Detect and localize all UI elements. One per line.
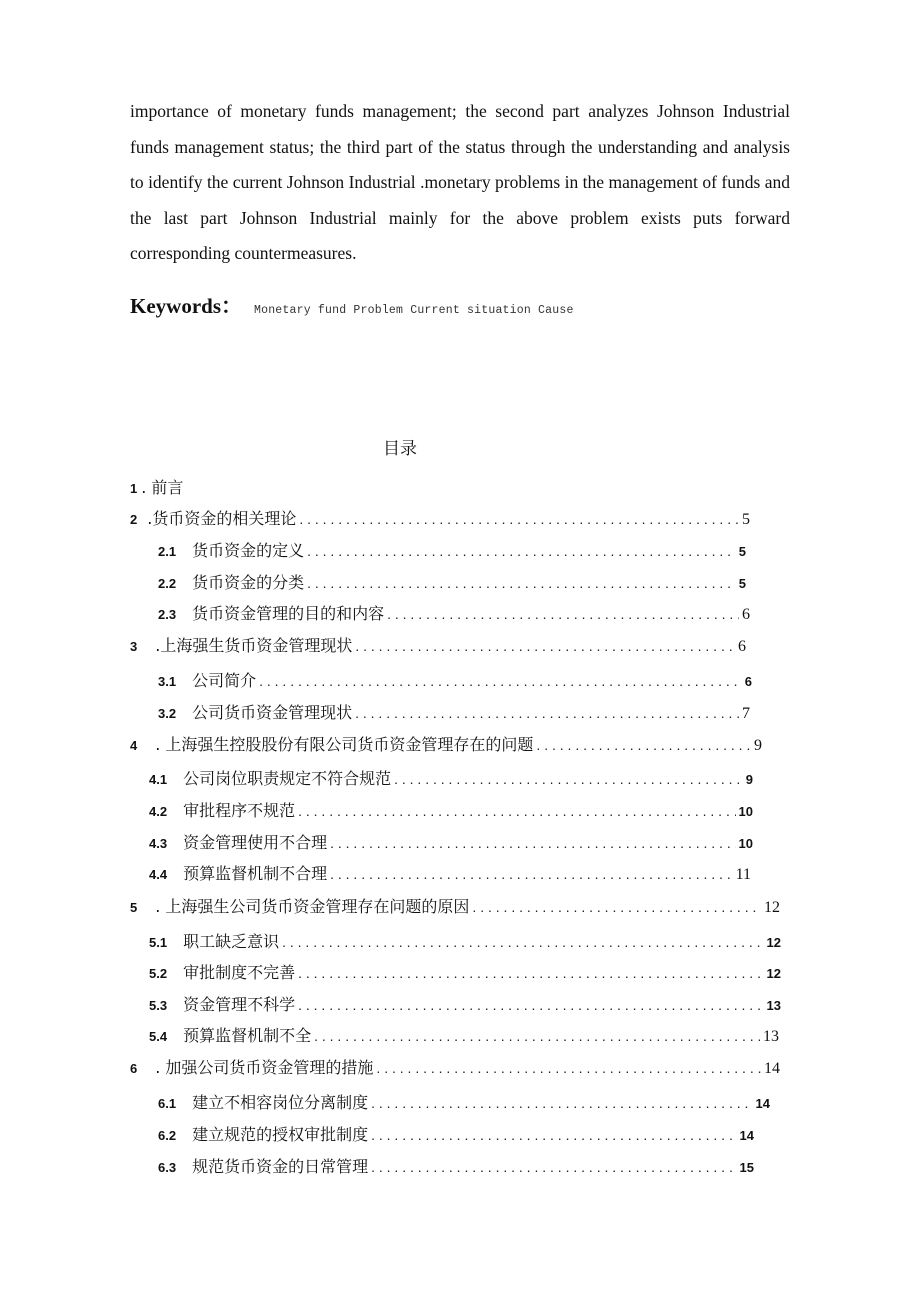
toc-entry-2-1[interactable] [158,538,746,561]
toc-dot-leader [298,803,735,819]
toc-entry-1[interactable] [130,475,750,498]
toc-entry-page: 14 [739,1128,754,1143]
toc-entry-2-2[interactable] [158,570,746,593]
toc-entry-page: 10 [738,836,753,851]
toc-entry-5[interactable] [130,894,780,917]
toc-entry-number: 4.2 [149,804,168,819]
toc-dot-leader [299,511,739,527]
toc-entry-page: 6 [742,606,750,623]
toc-entry-page: 12 [766,966,781,981]
toc-entry-number: 5.1 [149,935,168,950]
toc-entry-page: 11 [735,866,751,883]
toc-entry-title: . 上海强生控股股份有限公司货币资金管理存在的问题 [155,735,534,754]
toc-entry-number: 2.2 [158,576,177,591]
toc-entry-number: 5.2 [149,966,168,981]
toc-entry-number: 4.4 [149,867,168,882]
toc-entry-page: 10 [738,804,753,819]
toc-entry-page: 9 [745,772,753,787]
toc-entry-6-2[interactable] [158,1122,754,1145]
toc-entry-page: 13 [766,998,781,1013]
toc-entry-number: 3 [130,639,138,654]
toc-dot-leader [376,1060,761,1076]
toc-entry-title: 预算监督机制不合理 [183,864,328,883]
toc-dot-leader [371,1127,736,1143]
toc-entry-title: 审批程序不规范 [183,801,296,820]
toc-entry-4-2[interactable] [149,798,753,821]
toc-entry-number: 3.2 [158,706,177,721]
toc-entry-page: 14 [764,1060,780,1077]
toc-entry-page: 9 [754,737,762,754]
toc-entry-number: 5.4 [149,1029,168,1044]
toc-entry-number: 3.1 [158,674,177,689]
toc-entry-title: 货币资金的定义 [192,541,305,560]
toc-dot-leader [330,835,735,851]
toc-entry-number: 6 [130,1061,138,1076]
toc-entry-number: 6.3 [158,1160,177,1175]
keywords-line [130,290,574,320]
toc-entry-page: 5 [738,544,746,559]
toc-entry-number: 4 [130,738,138,753]
toc-entry-page: 15 [739,1160,754,1175]
toc-entry-2[interactable] [130,506,750,529]
toc-entry-title: 货币资金的分类 [192,573,305,592]
toc-entry-page: 6 [738,638,746,655]
toc-entry-title: . 前言 [141,478,184,497]
toc-dot-leader [371,1159,736,1175]
toc-entry-title: 建立规范的授权审批制度 [192,1125,369,1144]
toc-entry-title: 职工缺乏意识 [183,932,280,951]
toc-entry-4-3[interactable] [149,830,753,853]
toc-entry-title: 预算监督机制不全 [183,1026,312,1045]
toc-entry-title: 资金管理不科学 [183,995,296,1014]
toc-entry-6-1[interactable] [158,1090,770,1113]
toc-entry-title: 建立不相容岗位分离制度 [192,1093,369,1112]
toc-entry-2-3[interactable] [158,601,750,624]
toc-entry-number: 1 [130,481,138,496]
toc-entry-page: 13 [763,1028,779,1045]
toc-entry-number: 5 [130,900,138,915]
toc-entry-5-3[interactable] [149,992,781,1015]
toc-entry-number: 2.1 [158,544,177,559]
toc-dot-leader [536,737,751,753]
toc-dot-leader [259,673,742,689]
toc-entry-4-4[interactable] [149,861,751,884]
toc-entry-page: 5 [738,576,746,591]
toc-dot-leader [307,543,736,559]
toc-entry-5-2[interactable] [149,960,781,983]
toc-entry-title: 公司岗位职责规定不符合规范 [183,769,392,788]
toc-entry-number: 5.3 [149,998,168,1013]
toc-dot-leader [472,899,761,915]
toc-entry-page: 5 [742,511,750,528]
toc-entry-title: .上海强生货币资金管理现状 [155,636,353,655]
toc-entry-6[interactable] [130,1055,780,1078]
toc-entry-title: 资金管理使用不合理 [183,833,328,852]
toc-dot-leader [314,1028,760,1044]
toc-entry-number: 4.3 [149,836,168,851]
keywords-text: Monetary fund Problem Current situation Cause [254,304,574,317]
toc-entry-page: 14 [755,1096,770,1111]
keywords-label: Keywords： [130,294,242,318]
toc-entry-title: 审批制度不完善 [183,963,296,982]
toc-entry-4-1[interactable] [149,766,753,789]
toc-dot-leader [282,934,763,950]
toc-dot-leader [355,705,739,721]
toc-dot-leader [298,965,763,981]
toc-entry-number: 2 [130,512,138,527]
toc-title: 目录 [383,439,417,459]
toc-entry-title: .货币资金的相关理论 [147,509,297,528]
toc-entry-title: 货币资金管理的目的和内容 [192,604,385,623]
toc-entry-page: 6 [744,674,752,689]
toc-entry-page: 7 [742,705,750,722]
toc-entry-3-1[interactable] [158,668,752,691]
toc-entry-title: 公司货币资金管理现状 [192,703,353,722]
toc-dot-leader [387,606,739,622]
toc-entry-number: 6.2 [158,1128,177,1143]
toc-entry-3-2[interactable] [158,700,750,723]
toc-entry-4[interactable] [130,732,762,755]
toc-dot-leader [355,638,735,654]
toc-entry-number: 2.3 [158,607,177,622]
toc-entry-5-4[interactable] [149,1023,779,1046]
toc-entry-title: 规范货币资金的日常管理 [192,1157,369,1176]
toc-dot-leader [330,866,733,882]
toc-entry-page: 12 [766,935,781,950]
toc-entry-3[interactable] [130,633,746,656]
toc-entry-title: . 加强公司货币资金管理的措施 [155,1058,374,1077]
toc-entry-number: 6.1 [158,1096,177,1111]
toc-entry-title: 公司简介 [192,671,257,690]
abstract-paragraph: importance of monetary funds management; the second part analyzes Johnson Industrial funds management status; the third part of the status through the understanding and analysis to identify the current Johnson Industrial .monetary problems in the management of funds and the last part Johnson Industrial mainly for the above problem exists puts forward corresponding countermeasures. [130,101,790,263]
toc-entry-5-1[interactable] [149,929,781,952]
toc-dot-leader [371,1095,752,1111]
toc-dot-leader [298,997,763,1013]
toc-entry-title: . 上海强生公司货币资金管理存在问题的原因 [155,897,470,916]
toc-dot-leader [307,575,736,591]
toc-entry-6-3[interactable] [158,1154,754,1177]
toc-entry-page: 12 [764,899,780,916]
toc-dot-leader [394,771,743,787]
toc-entry-number: 4.1 [149,772,168,787]
